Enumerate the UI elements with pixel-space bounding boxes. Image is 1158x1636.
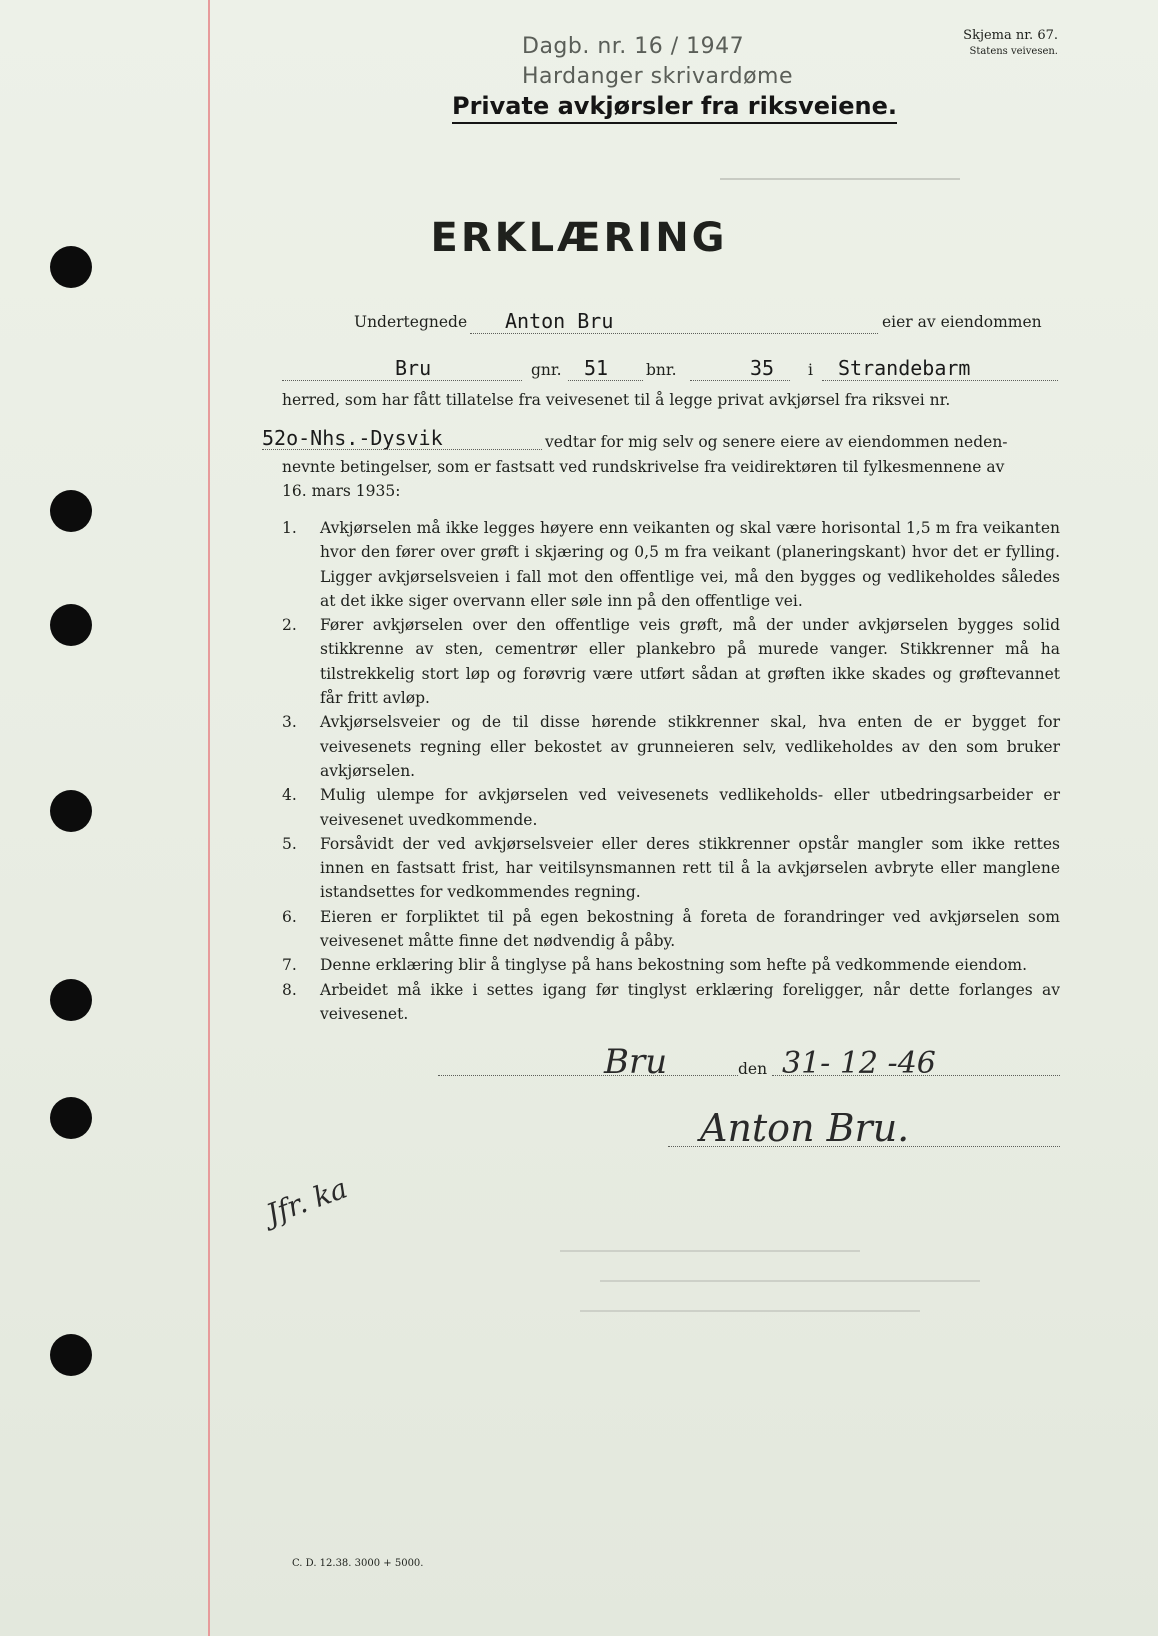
office-stamp: Hardanger skrivardøme [522, 64, 794, 89]
condition-item [282, 516, 1060, 613]
condition-text: Denne erklæring blir å tinglyse på hans bekostning som hefte på vedkommende eiendom. [320, 956, 1028, 975]
condition-number: 3. [282, 713, 297, 732]
gnr-value: 51 [584, 356, 609, 380]
road-number: 52o-Nhs.-Dysvik [262, 426, 443, 450]
owner-label: eier av eiendommen [882, 313, 1042, 331]
condition-item [282, 613, 1060, 710]
punch-hole [50, 979, 92, 1021]
signature-name: Anton Bru. [700, 1106, 910, 1150]
condition-text: Eieren er forpliktet til på egen bekostning å foreta de forandringer ved avkjørselen som veivesenet måtte finne det nødvendig å påby. [320, 907, 1060, 951]
print-footer: C. D. 12.38. 3000 + 5000. [292, 1558, 424, 1569]
punch-hole [50, 1097, 92, 1139]
condition-item [282, 710, 1060, 783]
document-title: ERKLÆRING [430, 215, 728, 261]
condition-number: 8. [282, 980, 297, 999]
condition-item [282, 783, 1060, 832]
punch-hole [50, 790, 92, 832]
gnr-label: gnr. [531, 361, 562, 379]
condition-text: Forsåvidt der ved avkjørselsveier eller deres stikkrenner opstår mangler som ikke rettes innen en fastsatt frist, har veitilsynsmannen rett til å la avkjørselen avbryte eller manglene istandsettes for vedkommendes regning. [320, 834, 1060, 902]
conditions-list [282, 516, 1060, 1026]
condition-number: 1. [282, 519, 297, 537]
undersigned-label: Undertegnede [354, 313, 468, 331]
condition-text: Fører avkjørselen over den offentlige veis grøft, må der under avkjørselen bygges solid stikkrenne av sten, cementrør eller plankebro på murede vanger. Stikkrenner må ha tilstrekkelig stort løp og forøvrig være utført sådan at grøften ikke skades og grøftevannet får fritt avløp. [320, 616, 1060, 708]
show-through-text [720, 172, 960, 192]
show-through-lines [560, 1240, 980, 1340]
conditions-date: 16. mars 1935: [282, 482, 401, 500]
property-name: Bru [395, 356, 432, 380]
condition-number: 4. [282, 786, 297, 805]
condition-text: Arbeidet må ikke i settes igang før tinglyst erklæring foreligger, når dette forlanges av veivesenet. [320, 980, 1060, 1023]
diary-stamp: Dagb. nr. 16 / 1947 [522, 34, 745, 59]
punch-hole [50, 490, 92, 532]
condition-number: 7. [282, 956, 297, 975]
conditions-intro: nevnte betingelser, som er fastsatt ved rundskrivelse fra veidirektøren til fylkesmennene av [282, 458, 1005, 476]
dotted-line [262, 449, 542, 450]
bnr-label: bnr. [646, 361, 677, 379]
condition-text: Avkjørselen må ikke legges høyere enn veikanten og skal være horisontal 1,5 m fra veikanten hvor den fører over grøft i skjæring og 0,5 m fra veikant (planeringskant) hvor det er fylling. Ligger avkjørselsveien i fall mot den offentlige vei, må den bygges og vedlikeholdes således at det ikke siger overvann eller søle inn på den offentlige vei. [320, 519, 1060, 610]
form-issuer: Statens veivesen. [969, 46, 1058, 57]
in-label: i [808, 361, 813, 379]
punch-hole [50, 1334, 92, 1376]
condition-item [282, 978, 1060, 1027]
condition-item [282, 953, 1060, 977]
dotted-line [282, 380, 522, 381]
form-number-text: Skjema nr. 67. [963, 28, 1058, 43]
condition-number: 6. [282, 907, 297, 926]
accepts-text: vedtar for mig selv og senere eiere av eiendommen neden- [545, 433, 1008, 451]
condition-text: Avkjørselsveier og de til disse hørende stikkrenner skal, hva enten de er bygget for veivesenets regning eller bekostet av grunneieren selv, vedlikeholdes av den som bruker avkjørselen. [320, 713, 1060, 780]
condition-item [282, 905, 1060, 954]
date-label: den [738, 1060, 768, 1078]
municipality: Strandebarm [838, 356, 971, 380]
form-number [963, 28, 1058, 60]
condition-item [282, 832, 1060, 905]
punch-hole [50, 604, 92, 646]
herred-text: herred, som har fått tillatelse fra veivesenet til å legge privat avkjørsel fra riksvei nr. [282, 391, 951, 409]
dotted-line [822, 380, 1058, 381]
header-title: Private avkjørsler fra riksveiene. [452, 92, 897, 124]
condition-text: Mulig ulempe for avkjørselen ved veivesenets vedlikeholds- eller utbedringsarbeider er veivesenet uvedkommende. [320, 786, 1060, 829]
show-through-line [720, 172, 960, 188]
dotted-line [568, 380, 643, 381]
dotted-line [690, 380, 790, 381]
condition-number: 2. [282, 616, 297, 635]
show-through-text [560, 1240, 980, 1344]
dotted-line [438, 1075, 738, 1076]
condition-number: 5. [282, 834, 297, 853]
dotted-line [470, 333, 878, 334]
signature-place: Bru [604, 1042, 668, 1082]
signature-date: 31- 12 -46 [782, 1046, 936, 1081]
undersigned-name: Anton Bru [505, 309, 614, 333]
initials: Jfr. ka [262, 1171, 352, 1232]
bnr-value: 35 [750, 356, 775, 380]
